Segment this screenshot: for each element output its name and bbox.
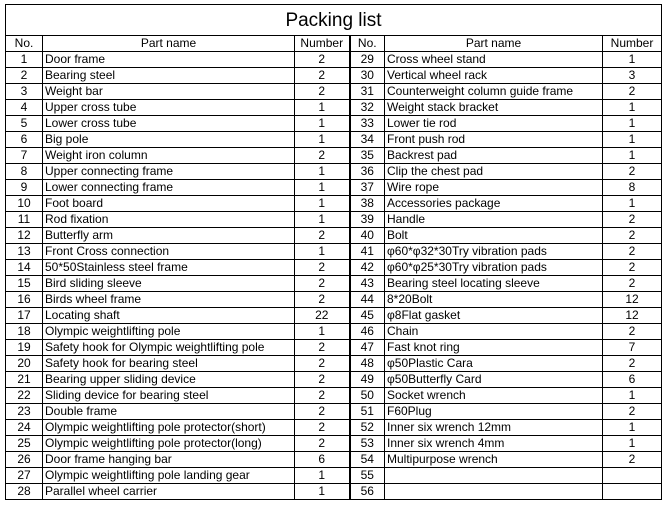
item-no: 10: [6, 196, 43, 212]
part-name: Chain: [385, 324, 603, 340]
part-name: Bird sliding sleeve: [43, 276, 295, 292]
quantity: 1: [295, 132, 350, 148]
page-title: Packing list: [6, 5, 662, 36]
table-row: [6, 212, 662, 228]
item-no: 11: [6, 212, 43, 228]
item-no: 46: [350, 324, 385, 340]
part-name: Handle: [385, 212, 603, 228]
item-no: 48: [350, 356, 385, 372]
item-no: 37: [350, 180, 385, 196]
part-name: Upper connecting frame: [43, 164, 295, 180]
part-name: Olympic weightlifting pole landing gear: [43, 468, 295, 484]
part-name: F60Plug: [385, 404, 603, 420]
part-name: φ50Plastic Cara: [385, 356, 603, 372]
item-no: 34: [350, 132, 385, 148]
quantity: 1: [295, 164, 350, 180]
table-row: [6, 372, 662, 388]
quantity: 1: [603, 196, 662, 212]
item-no: 16: [6, 292, 43, 308]
part-name: Foot board: [43, 196, 295, 212]
item-no: 21: [6, 372, 43, 388]
table-row: [6, 308, 662, 324]
part-name: Bearing steel locating sleeve: [385, 276, 603, 292]
part-name: Inner six wrench 4mm: [385, 436, 603, 452]
header-no-right: No.: [350, 36, 385, 52]
table-row: [6, 196, 662, 212]
item-no: 54: [350, 452, 385, 468]
part-name: Clip the chest pad: [385, 164, 603, 180]
quantity: 1: [603, 52, 662, 68]
quantity: 2: [295, 372, 350, 388]
part-name: Front push rod: [385, 132, 603, 148]
quantity: 1: [603, 388, 662, 404]
item-no: 22: [6, 388, 43, 404]
part-name: 8*20Bolt: [385, 292, 603, 308]
packing-list-table: [5, 4, 662, 500]
header-number-right: Number: [603, 36, 662, 52]
item-no: 2: [6, 68, 43, 84]
quantity: 2: [295, 276, 350, 292]
item-no: 13: [6, 244, 43, 260]
part-name: Lower cross tube: [43, 116, 295, 132]
quantity: 2: [603, 356, 662, 372]
quantity: 1: [295, 196, 350, 212]
table-row: [6, 180, 662, 196]
part-name: [385, 484, 603, 500]
quantity: 2: [295, 84, 350, 100]
header-part-name-left: Part name: [43, 36, 295, 52]
quantity: 2: [603, 244, 662, 260]
part-name: Olympic weightlifting pole protector(short): [43, 420, 295, 436]
packing-list-sheet: [5, 4, 662, 500]
quantity: 2: [295, 388, 350, 404]
item-no: 41: [350, 244, 385, 260]
item-no: 49: [350, 372, 385, 388]
quantity: 8: [603, 180, 662, 196]
quantity: [603, 484, 662, 500]
table-row: [6, 132, 662, 148]
quantity: 12: [603, 308, 662, 324]
part-name: Counterweight column guide frame: [385, 84, 603, 100]
item-no: 8: [6, 164, 43, 180]
quantity: 2: [603, 212, 662, 228]
item-no: 53: [350, 436, 385, 452]
item-no: 38: [350, 196, 385, 212]
quantity: 2: [295, 292, 350, 308]
part-name: Socket wrench: [385, 388, 603, 404]
table-row: [6, 228, 662, 244]
quantity: 2: [295, 228, 350, 244]
table-row: [6, 452, 662, 468]
quantity: 1: [295, 244, 350, 260]
quantity: 1: [603, 100, 662, 116]
quantity: 2: [603, 84, 662, 100]
header-number-left: Number: [295, 36, 350, 52]
part-name: Olympic weightlifting pole: [43, 324, 295, 340]
table-row: [6, 340, 662, 356]
item-no: 47: [350, 340, 385, 356]
quantity: 1: [603, 148, 662, 164]
quantity: 2: [603, 324, 662, 340]
part-name: Butterfly arm: [43, 228, 295, 244]
quantity: 12: [603, 292, 662, 308]
part-name: Accessories package: [385, 196, 603, 212]
item-no: 56: [350, 484, 385, 500]
part-name: Bearing upper sliding device: [43, 372, 295, 388]
part-name: Sliding device for bearing steel: [43, 388, 295, 404]
quantity: 2: [603, 260, 662, 276]
header-row: [6, 36, 662, 52]
quantity: 2: [603, 404, 662, 420]
quantity: 1: [603, 436, 662, 452]
part-name: Safety hook for bearing steel: [43, 356, 295, 372]
item-no: 31: [350, 84, 385, 100]
item-no: 52: [350, 420, 385, 436]
part-name: Weight bar: [43, 84, 295, 100]
table-row: [6, 164, 662, 180]
header-part-name-right: Part name: [385, 36, 603, 52]
table-row: [6, 388, 662, 404]
quantity: 1: [295, 212, 350, 228]
item-no: 5: [6, 116, 43, 132]
table-row: [6, 68, 662, 84]
part-name: 50*50Stainless steel frame: [43, 260, 295, 276]
item-no: 14: [6, 260, 43, 276]
quantity: 2: [295, 148, 350, 164]
table-row: [6, 244, 662, 260]
item-no: 12: [6, 228, 43, 244]
table-row: [6, 148, 662, 164]
item-no: 9: [6, 180, 43, 196]
item-no: 17: [6, 308, 43, 324]
item-no: 20: [6, 356, 43, 372]
item-no: 36: [350, 164, 385, 180]
part-name: Cross wheel stand: [385, 52, 603, 68]
quantity: 2: [295, 436, 350, 452]
quantity: 2: [295, 340, 350, 356]
quantity: 1: [603, 420, 662, 436]
item-no: 55: [350, 468, 385, 484]
item-no: 51: [350, 404, 385, 420]
part-name: φ60*φ25*30Try vibration pads: [385, 260, 603, 276]
part-name: Vertical wheel rack: [385, 68, 603, 84]
quantity: 3: [603, 68, 662, 84]
quantity: 2: [295, 404, 350, 420]
part-name: Big pole: [43, 132, 295, 148]
quantity: 2: [603, 452, 662, 468]
item-no: 26: [6, 452, 43, 468]
quantity: 2: [603, 228, 662, 244]
quantity: 1: [603, 132, 662, 148]
table-row: [6, 100, 662, 116]
item-no: 50: [350, 388, 385, 404]
quantity: 2: [603, 276, 662, 292]
item-no: 40: [350, 228, 385, 244]
part-name: Fast knot ring: [385, 340, 603, 356]
part-name: [385, 468, 603, 484]
part-name: Olympic weightlifting pole protector(long): [43, 436, 295, 452]
item-no: 4: [6, 100, 43, 116]
part-name: φ8Flat gasket: [385, 308, 603, 324]
part-name: Wire rope: [385, 180, 603, 196]
table-row: [6, 484, 662, 500]
item-no: 39: [350, 212, 385, 228]
part-name: Weight iron column: [43, 148, 295, 164]
part-name: φ60*φ32*30Try vibration pads: [385, 244, 603, 260]
part-name: Safety hook for Olympic weightlifting pole: [43, 340, 295, 356]
part-name: Lower tie rod: [385, 116, 603, 132]
part-name: Bearing steel: [43, 68, 295, 84]
item-no: 30: [350, 68, 385, 84]
part-name: Door frame: [43, 52, 295, 68]
item-no: 27: [6, 468, 43, 484]
table-row: [6, 260, 662, 276]
table-row: [6, 404, 662, 420]
table-row: [6, 52, 662, 68]
table-row: [6, 356, 662, 372]
quantity: 2: [295, 420, 350, 436]
item-no: 25: [6, 436, 43, 452]
quantity: 1: [603, 116, 662, 132]
quantity: 1: [295, 180, 350, 196]
table-row: [6, 292, 662, 308]
quantity: 1: [295, 116, 350, 132]
part-name: Double frame: [43, 404, 295, 420]
quantity: 2: [295, 52, 350, 68]
item-no: 15: [6, 276, 43, 292]
table-row: [6, 420, 662, 436]
table-row: [6, 468, 662, 484]
header-no-left: No.: [6, 36, 43, 52]
item-no: 6: [6, 132, 43, 148]
quantity: 22: [295, 308, 350, 324]
quantity: [603, 468, 662, 484]
part-name: Lower connecting frame: [43, 180, 295, 196]
item-no: 32: [350, 100, 385, 116]
item-no: 24: [6, 420, 43, 436]
part-name: Weight stack bracket: [385, 100, 603, 116]
part-name: Rod fixation: [43, 212, 295, 228]
item-no: 33: [350, 116, 385, 132]
part-name: Door frame hanging bar: [43, 452, 295, 468]
part-name: Upper cross tube: [43, 100, 295, 116]
part-name: Backrest pad: [385, 148, 603, 164]
item-no: 43: [350, 276, 385, 292]
item-no: 18: [6, 324, 43, 340]
part-name: Locating shaft: [43, 308, 295, 324]
table-row: [6, 84, 662, 100]
quantity: 1: [295, 100, 350, 116]
title-row: [6, 5, 662, 36]
table-row: [6, 436, 662, 452]
item-no: 23: [6, 404, 43, 420]
table-row: [6, 116, 662, 132]
quantity: 7: [603, 340, 662, 356]
quantity: 2: [295, 68, 350, 84]
quantity: 2: [295, 356, 350, 372]
table-row: [6, 324, 662, 340]
table-row: [6, 276, 662, 292]
part-name: Inner six wrench 12mm: [385, 420, 603, 436]
quantity: 1: [295, 484, 350, 500]
item-no: 7: [6, 148, 43, 164]
item-no: 44: [350, 292, 385, 308]
item-no: 28: [6, 484, 43, 500]
quantity: 1: [295, 324, 350, 340]
quantity: 2: [603, 164, 662, 180]
part-name: Bolt: [385, 228, 603, 244]
item-no: 45: [350, 308, 385, 324]
quantity: 2: [295, 260, 350, 276]
quantity: 1: [295, 468, 350, 484]
part-name: Multipurpose wrench: [385, 452, 603, 468]
part-name: φ50Butterfly Card: [385, 372, 603, 388]
item-no: 35: [350, 148, 385, 164]
quantity: 6: [295, 452, 350, 468]
part-name: Front Cross connection: [43, 244, 295, 260]
item-no: 1: [6, 52, 43, 68]
quantity: 6: [603, 372, 662, 388]
item-no: 42: [350, 260, 385, 276]
item-no: 19: [6, 340, 43, 356]
item-no: 3: [6, 84, 43, 100]
part-name: Parallel wheel carrier: [43, 484, 295, 500]
part-name: Birds wheel frame: [43, 292, 295, 308]
item-no: 29: [350, 52, 385, 68]
